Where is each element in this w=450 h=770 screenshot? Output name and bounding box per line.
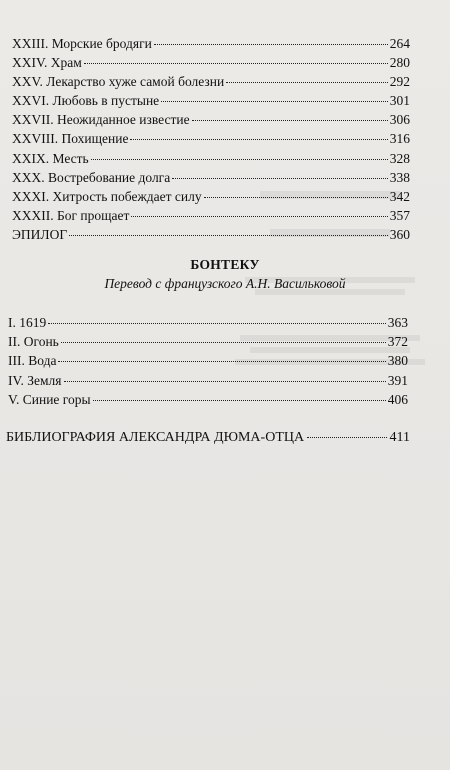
toc-entry-page: 328: [389, 151, 410, 166]
toc-entry[interactable]: [12, 189, 410, 205]
toc-entry-title: IV. Земля: [8, 373, 62, 388]
toc-entry-page: 306: [389, 112, 410, 127]
bibliography-page: 411: [389, 430, 410, 445]
toc-entry[interactable]: [8, 392, 408, 408]
toc-entry-page: 380: [387, 353, 408, 368]
toc-entry-title: II. Огонь: [8, 334, 59, 349]
toc-entry-title: XXVIII. Похищение: [12, 131, 129, 146]
dot-leader: [226, 82, 388, 83]
toc-entry-page: 342: [389, 189, 410, 204]
toc-entry-page: 357: [389, 208, 410, 223]
toc-entry[interactable]: [8, 334, 408, 350]
toc-entry-page: 391: [387, 373, 408, 388]
toc-entry-title: XXXII. Бог прощает: [12, 208, 130, 223]
toc-entry-title: I. 1619: [8, 315, 47, 330]
dot-leader: [64, 381, 386, 382]
toc-entry[interactable]: [12, 227, 410, 243]
dot-leader: [69, 235, 388, 236]
toc-entry-title: ЭПИЛОГ: [12, 227, 68, 242]
dot-leader: [93, 400, 386, 401]
dot-leader: [130, 139, 387, 140]
toc-entry[interactable]: [12, 36, 410, 52]
toc-entry[interactable]: [12, 74, 410, 90]
toc-entry-page: 292: [389, 74, 410, 89]
dot-leader: [161, 101, 388, 102]
dot-leader: [154, 44, 388, 45]
dot-leader: [192, 120, 388, 121]
toc-entry[interactable]: [8, 353, 408, 369]
toc-entry-page: 280: [389, 55, 410, 70]
toc-entry-title: XXIII. Морские бродяги: [12, 36, 152, 51]
toc-entry-page: 338: [389, 170, 410, 185]
toc-entry[interactable]: [12, 208, 410, 224]
toc-entry-title: III. Вода: [8, 353, 57, 368]
toc-entry[interactable]: [12, 55, 410, 71]
toc-entry-title: XXVII. Неожиданное известие: [12, 112, 190, 127]
toc-entry[interactable]: [12, 131, 410, 147]
toc-entry-title: V. Синие горы: [8, 392, 91, 407]
toc-entry-title: XXIV. Храм: [12, 55, 82, 70]
toc-entry-page: 360: [389, 227, 410, 242]
toc-entry-page: 363: [387, 315, 408, 330]
toc-entry-title: XXV. Лекарство хуже самой болезни: [12, 74, 225, 89]
bibliography-title: БИБЛИОГРАФИЯ АЛЕКСАНДРА ДЮМА-ОТЦА: [6, 430, 305, 445]
toc-entry[interactable]: [8, 373, 408, 389]
dot-leader: [48, 323, 386, 324]
dot-leader: [204, 197, 388, 198]
dot-leader: [307, 437, 386, 438]
dot-leader: [91, 159, 388, 160]
toc-entry-title: XXVI. Любовь в пустыне: [12, 93, 160, 108]
toc-entry-page: 264: [389, 36, 410, 51]
toc-entry[interactable]: [12, 170, 410, 186]
toc-entry-page: 406: [387, 392, 408, 407]
toc-entry-page: 301: [389, 93, 410, 108]
dot-leader: [131, 216, 387, 217]
toc-entry-title: XXIX. Месть: [12, 151, 89, 166]
toc-entry[interactable]: [8, 315, 408, 331]
toc-entry-title: XXX. Востребование долга: [12, 170, 171, 185]
section-subheading: Перевод с французского А.Н. Васильковой: [104, 276, 346, 291]
toc-entry-bibliography[interactable]: [6, 429, 410, 446]
dot-leader: [58, 361, 385, 362]
toc-entry[interactable]: [12, 93, 410, 109]
section-heading: БОНТЕКУ: [190, 257, 260, 272]
toc-entry-page: 316: [389, 131, 410, 146]
toc-entry-page: 372: [387, 334, 408, 349]
toc-entry-title: XXXI. Хитрость побеждает силу: [12, 189, 202, 204]
toc-entry[interactable]: [12, 112, 410, 128]
toc-entry[interactable]: [12, 151, 410, 167]
dot-leader: [61, 342, 386, 343]
dot-leader: [172, 178, 388, 179]
dot-leader: [84, 63, 388, 64]
